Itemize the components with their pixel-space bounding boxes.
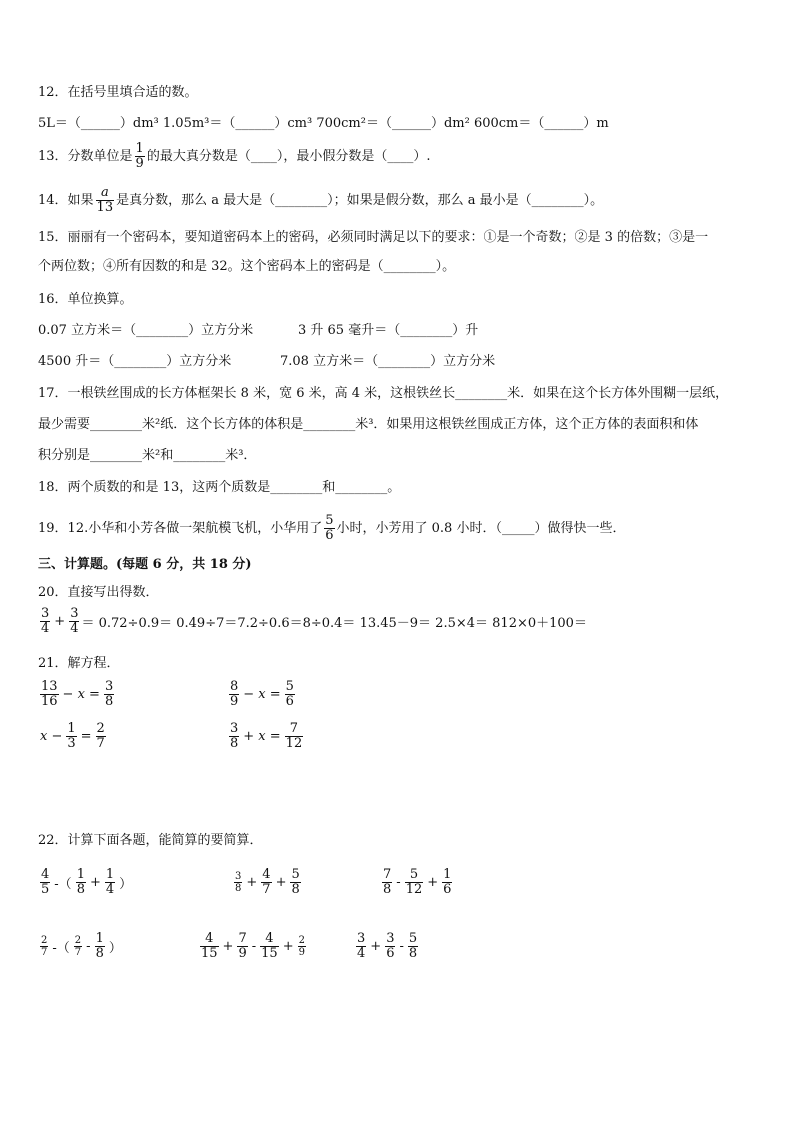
numerator: 7 [238,931,247,946]
op1: + [222,939,234,954]
denominator: 6 [325,528,334,543]
frac-b [285,722,304,751]
op1: -（ [54,877,72,892]
denominator: 15 [201,946,218,961]
numerator: 2 [96,721,105,736]
numerator: 4 [41,867,50,882]
denominator: 8 [230,736,239,751]
denominator: 8 [104,694,114,709]
denominator: 3 [67,736,76,751]
close: ） [108,941,122,956]
denominator: 8 [291,882,300,897]
q21-eq2 [227,680,297,709]
numerator: 8 [230,679,239,694]
frac-a [229,722,239,751]
frac-a [229,680,239,709]
op1: - [396,875,401,890]
denominator: 4 [41,621,50,636]
q17-line3: 积分别是________米²和________米³． [38,448,257,463]
frac-b [261,868,271,897]
q14-fraction [96,186,115,215]
q20-frac-2 [69,607,79,636]
q14 [38,186,603,215]
q16-line1a: 0.07 立方米＝（________）立方分米 [38,323,254,338]
q21-eq4 [227,722,305,751]
q13-fraction [135,142,145,171]
numerator: 5 [409,867,419,882]
denominator: 7 [262,882,271,897]
frac-a [382,868,392,897]
numerator: 2 [298,935,305,946]
numerator: 4 [262,867,271,882]
denominator: 15 [261,946,278,961]
section3-title: 三、计算题。(每题 6 分，共 18 分) [38,557,252,572]
q22-expr-5 [198,932,308,961]
frac-c [408,932,418,961]
q13-post: 的最大真分数是（____），最小假分数是（____）. [146,148,431,164]
q22-expr-4 [38,932,124,961]
op2: + [427,875,439,890]
frac-a [66,722,76,751]
numerator: 1 [135,141,144,156]
q15-line1: 15．丽丽有一个密码本，要知道密码本上的密码，必须同时满足以下的要求：①是一个奇数；②是 3 的倍数；③是一 [38,230,709,245]
denominator: 9 [230,694,239,709]
q20-rest: ＝ 0.72÷0.9＝ 0.49÷7＝7.2÷0.6＝8÷0.4＝ 13.45－9＝ 2.5×4＝ 812×0＋100＝ [81,616,587,631]
denominator: 9 [135,156,144,171]
op2: - [251,939,257,954]
q13 [38,142,430,171]
numerator: 3 [386,931,395,946]
numerator: 5 [325,513,334,528]
q13-pre: 13．分数单位是 [38,148,133,164]
denominator: 5 [41,882,50,897]
denominator: 9 [298,947,305,958]
numerator: 13 [41,679,58,694]
q21-title: 21．解方程． [38,656,120,671]
denominator: 6 [443,882,452,897]
denominator: 8 [408,946,418,961]
q15-line2: 个两位数；④所有因数的和是 32。这个密码本上的密码是（________）。 [38,259,456,274]
denominator: 13 [96,200,114,215]
q20-plus: + [54,614,66,629]
op1: -（ [52,941,70,956]
numerator: 3 [70,606,79,621]
op2: + [89,875,101,890]
q19 [38,514,625,543]
q20-expressions [38,607,587,636]
q19-post: 小时，小芳用了 0.8 小时．（_____）做得快一些． [336,520,626,536]
numerator: 1 [67,721,76,736]
denominator: 7 [96,736,105,751]
q16-line2b: 7.08 立方米＝（________）立方分米 [280,354,496,369]
frac-a [40,868,50,897]
frac-a [234,871,242,894]
close: ） [119,877,133,892]
q18-line: 18．两个质数的和是 13，这两个质数是________和________。 [38,480,401,495]
numerator: 3 [230,721,239,736]
op1: + [370,939,382,954]
q17-line2: 最少需要________米²纸．这个长方体的体积是________米³．如果用这根铁丝围成正方体，这个正方体的表面积和体 [38,417,699,432]
op3: + [282,939,294,954]
frac-c [290,868,300,897]
frac-c [95,932,105,961]
frac-a [40,935,48,958]
denominator: 8 [235,883,242,894]
q12-title: 12．在括号里填合适的数。 [38,85,198,100]
frac-e [298,935,306,958]
numerator: a [100,185,109,200]
op1: + [246,875,258,890]
op2: - [86,939,91,954]
denominator: 8 [383,882,392,897]
q14-pre: 14．如果 [38,192,94,208]
frac-c [260,932,279,961]
numerator: 4 [265,931,274,946]
frac-b [285,680,295,709]
frac-b [405,868,424,897]
frac-c [105,868,115,897]
denominator: 8 [76,882,85,897]
q14-post: 是真分数，那么 a 最大是（________）；如果是假分数，那么 a 最小是（________）。 [116,192,604,208]
numerator: 1 [95,931,104,946]
denominator: 7 [41,947,48,958]
eq-mid: = [80,729,92,744]
numerator: 5 [285,679,294,694]
numerator: 1 [76,867,85,882]
eq-mid: + x = [243,729,281,744]
numerator: 7 [289,721,299,736]
frac-a [356,932,366,961]
denominator: 7 [74,947,82,958]
q22-expr-2 [232,868,303,897]
op2: + [275,875,287,890]
denominator: 12 [285,736,303,751]
denominator: 4 [105,882,115,897]
numerator: 3 [357,931,366,946]
numerator: 3 [235,871,242,882]
q22-expr-3 [380,868,454,897]
q16-title: 16．单位换算。 [38,292,133,307]
q19-pre: 19．12.小华和小芳各做一架航模飞机，小华用了 [38,520,323,536]
numerator: 2 [74,935,82,946]
op2: - [399,939,404,954]
denominator: 8 [95,946,104,961]
frac-a [40,680,59,709]
frac-b [237,932,247,961]
denominator: 6 [285,694,294,709]
eq-mid: − x = [243,687,281,702]
q16-line2a: 4500 升＝（________）立方分米 [38,354,232,369]
numerator: 1 [105,867,115,882]
q20-frac-1 [40,607,50,636]
q21-eq3 [38,722,108,751]
denominator: 4 [357,946,366,961]
frac-b [74,935,82,958]
q20-title: 20．直接写出得数． [38,585,159,600]
denominator: 4 [70,621,79,636]
denominator: 6 [386,946,395,961]
denominator: 9 [238,946,247,961]
numerator: 2 [41,935,48,946]
frac-b [104,680,114,709]
numerator: 5 [291,867,300,882]
numerator: 5 [408,931,418,946]
denominator: 12 [405,882,423,897]
frac-b [385,932,395,961]
numerator: 3 [41,606,50,621]
q22-expr-6 [354,932,420,961]
q17-line1: 17．一根铁丝围成的长方体框架长 8 米，宽 6 米，高 4 米，这根铁丝长________米．如果在这个长方体外围糊一层纸， [38,386,729,401]
q21-eq1 [38,680,116,709]
frac-b [76,868,86,897]
frac-a [200,932,219,961]
q12-line: 5L＝（______）dm³ 1.05m³＝（______）cm³ 700cm²＝（______）dm² 600cm＝（______）m [38,116,609,131]
q16-line1b: 3 升 65 毫升＝（________）升 [298,323,479,338]
denominator: 16 [41,694,58,709]
q19-fraction [324,514,334,543]
numerator: 3 [104,679,114,694]
eq-pre: x − [40,729,63,744]
eq-mid: − x = [62,687,100,702]
numerator: 4 [205,931,214,946]
q22-title: 22．计算下面各题，能简算的要简算． [38,833,263,848]
numerator: 7 [383,867,392,882]
frac-c [442,868,452,897]
frac-b [96,722,106,751]
numerator: 1 [443,867,452,882]
q22-expr-1 [38,868,134,897]
